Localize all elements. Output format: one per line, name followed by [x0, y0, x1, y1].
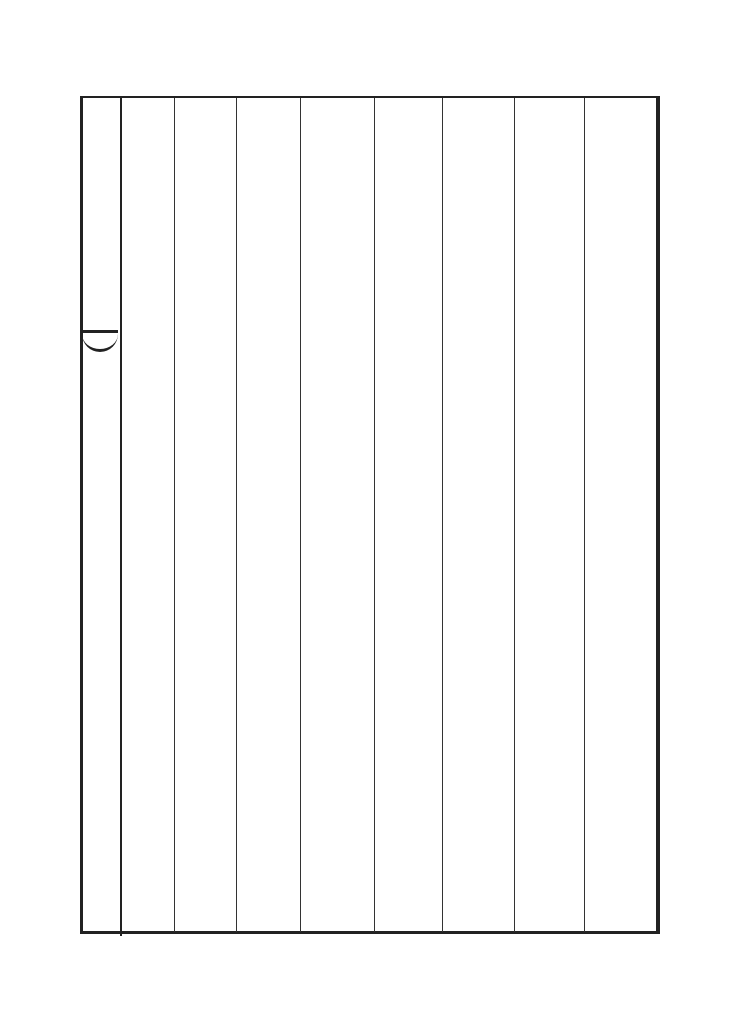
- page-border: [80, 96, 660, 934]
- column-rule: [514, 98, 515, 932]
- column-rule: [584, 98, 585, 932]
- column-rule: [236, 98, 237, 932]
- column-rule: [300, 98, 301, 932]
- column-rule: [442, 98, 443, 932]
- gutter-divider: [120, 96, 122, 936]
- column-rule: [174, 98, 175, 932]
- column-rule: [374, 98, 375, 932]
